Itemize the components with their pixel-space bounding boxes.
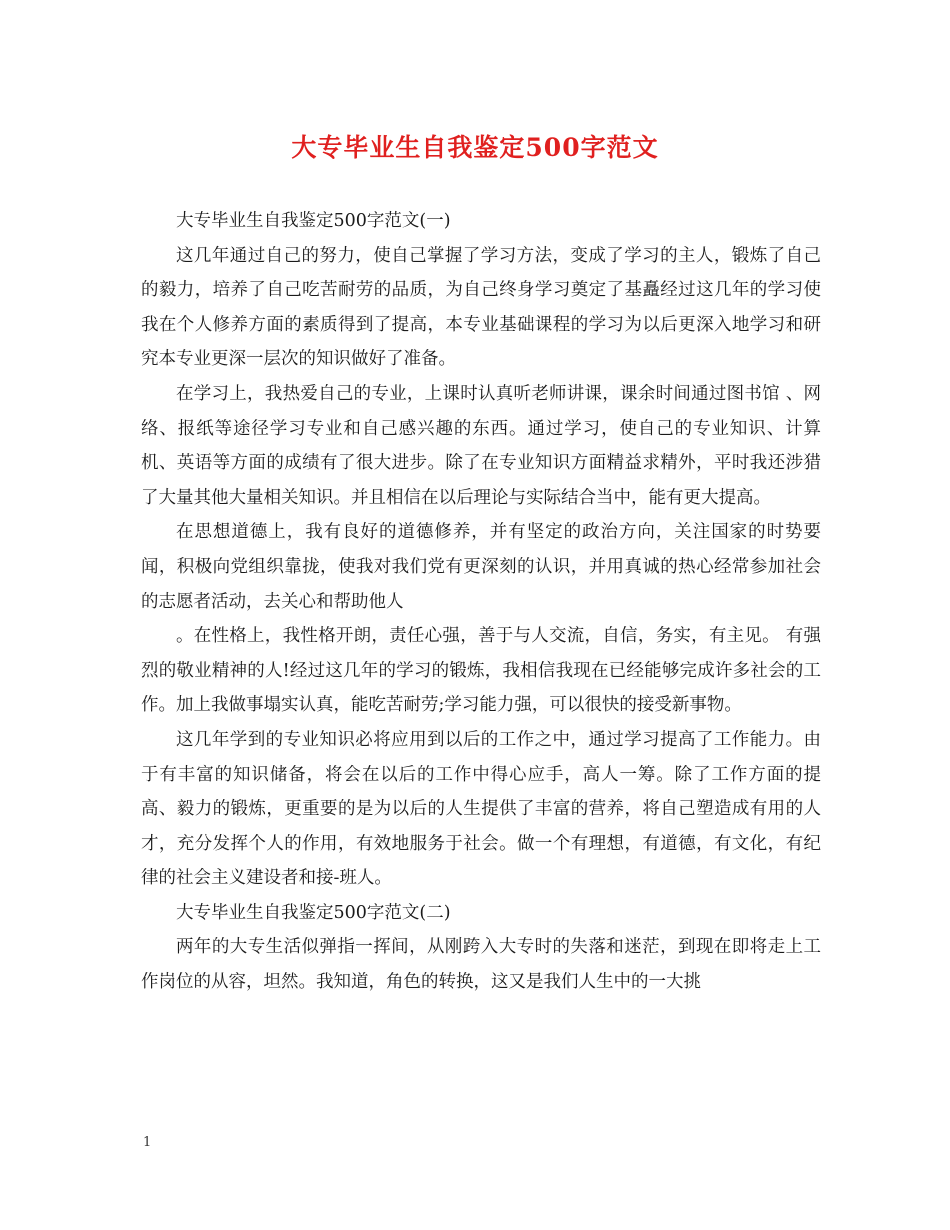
paragraph-2: 在学习上，我热爱自己的专业，上课时认真听老师讲课，课余时间通过图书馆 、网络、报纸等途径学习专业和自己感兴趣的东西。通过学习，使自己的专业知识、计算机、英语等方面的成绩有了很大进步。除了在专业知识方面精益求精外，平时我还涉猎了大量其他大量相关知识。并且相信在以后理论与实际结合当中，能有更大提高。 — [141, 383, 821, 508]
section-heading-1: 大专毕业生自我鉴定500字范文(一) — [176, 211, 451, 231]
paragraph-4: 。在性格上，我性格开朗，责任心强，善于与人交流，自信，务实，有主见。 有强烈的敬业精神的人!经过这几年的学习的锻炼，我相信我现在已经能够完成许多社会的工作。加上我做事塌实认真，能吃苦耐劳;学习能力强，可以很快的接受新事物。 — [141, 626, 821, 716]
paragraph-3: 在思想道德上，我有良好的道德修养，并有坚定的政治方向，关注国家的时势要闻，积极向党组织靠拢，使我对我们党有更深刻的认识，并用真诚的热心经常参加社会的志愿者活动，去关心和帮助他人 — [141, 522, 821, 612]
page-number: 1 — [143, 1135, 152, 1150]
paragraph-1: 这几年通过自己的努力，使自己掌握了学习方法，变成了学习的主人，锻炼了自己的毅力，培养了自己吃苦耐劳的品质，为自己终身学习奠定了基矗经过这几年的学习使我在个人修养方面的素质得到了提高，本专业基础课程的学习为以后更深入地学习和研究本专业更深一层次的知识做好了准备。 — [141, 245, 821, 370]
paragraph-5: 这几年学到的专业知识必将应用到以后的工作之中，通过学习提高了工作能力。由于有丰富的知识储备，将会在以后的工作中得心应手，高人一筹。除了工作方面的提高、毅力的锻炼，更重要的是为以后的人生提供了丰富的营养，将自己塑造成有用的人才，充分发挥个人的作用，有效地服务于社会。做一个有理想，有道德，有文化，有纪律的社会主义建设者和接-班人。 — [141, 729, 821, 889]
document-title: 大专毕业生自我鉴定500字范文 — [291, 133, 659, 162]
document-body — [141, 204, 821, 1000]
paragraph-6: 两年的大专生活似弹指一挥间，从刚跨入大专时的失落和迷茫，到现在即将走上工作岗位的从容，坦然。我知道，角色的转换，这又是我们人生中的一大挑 — [141, 937, 821, 993]
section-heading-2: 大专毕业生自我鉴定500字范文(二) — [176, 902, 451, 923]
